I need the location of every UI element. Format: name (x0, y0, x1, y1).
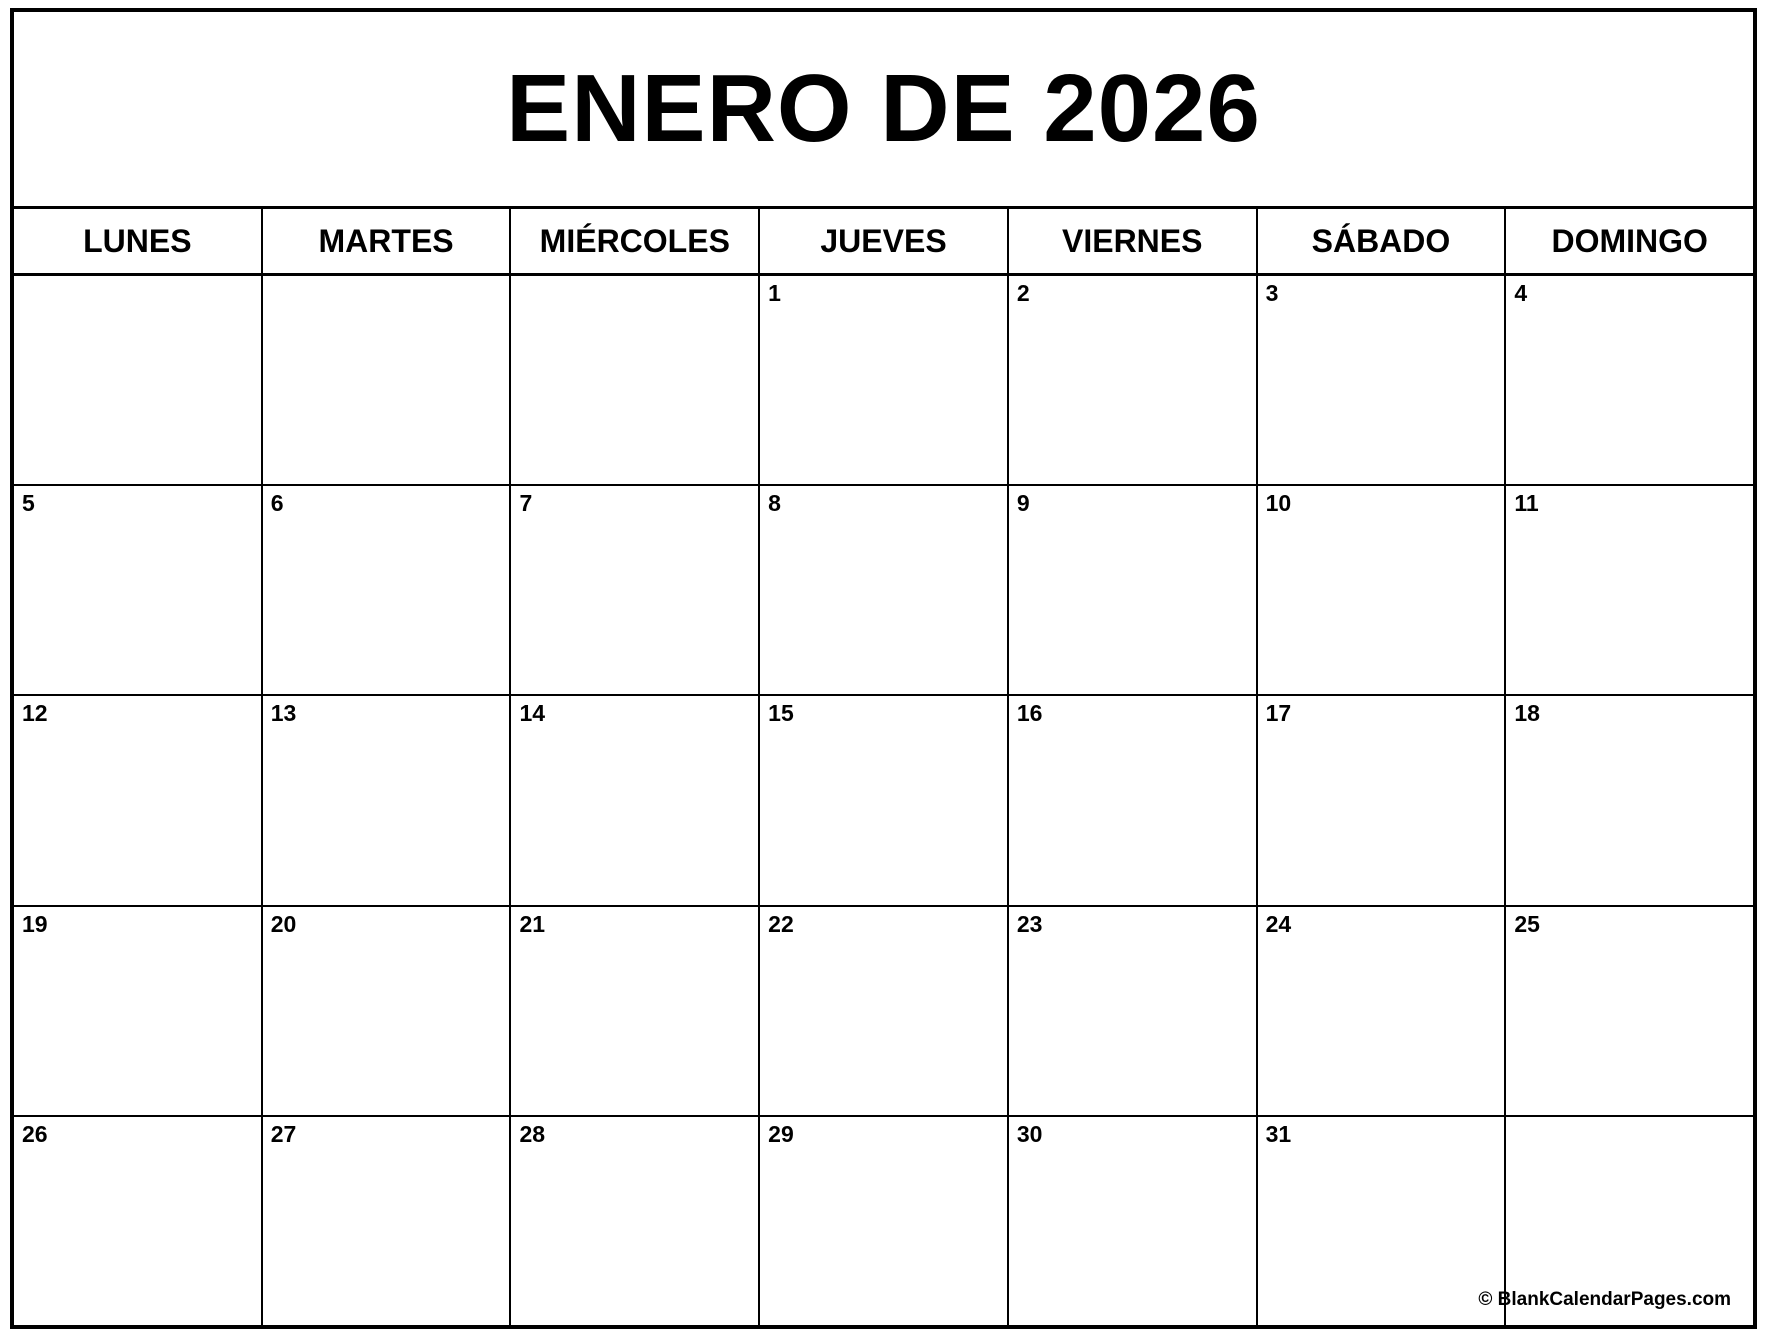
page-title: ENERO DE 2026 (506, 55, 1261, 162)
calendar-title-bar (14, 12, 1753, 209)
day-cell[interactable] (1009, 696, 1258, 904)
day-number: 5 (22, 490, 35, 517)
day-cell[interactable] (14, 907, 263, 1115)
day-number: 1 (768, 280, 781, 306)
day-number: 27 (270, 1120, 297, 1147)
day-number: 7 (519, 490, 533, 517)
site-credit: © BlankCalendarPages.com (1478, 1289, 1732, 1311)
day-number: 28 (519, 1120, 546, 1147)
day-cell[interactable] (760, 486, 1009, 694)
day-number: 9 (1016, 490, 1030, 517)
day-number: 15 (768, 700, 794, 727)
day-cell[interactable] (263, 696, 512, 904)
day-cell[interactable] (1009, 907, 1258, 1115)
day-number: 19 (22, 910, 48, 937)
day-number: 31 (1265, 1120, 1292, 1147)
day-number: 18 (1514, 700, 1540, 727)
day-number: 21 (519, 910, 546, 937)
week-row (14, 1117, 1753, 1325)
day-number: 26 (22, 1120, 48, 1147)
week-row (14, 276, 1753, 486)
day-cell[interactable] (511, 276, 760, 484)
day-number: 3 (1265, 280, 1279, 306)
weekday-header-martes: MARTES (263, 209, 512, 273)
day-cell[interactable] (1258, 276, 1507, 484)
day-cell[interactable] (511, 696, 760, 904)
day-cell[interactable] (1506, 276, 1753, 484)
weekday-header-row (14, 209, 1753, 276)
day-number: 14 (519, 700, 546, 727)
weekday-header-jueves: JUEVES (760, 209, 1009, 273)
day-number: 20 (270, 910, 297, 937)
day-cell[interactable] (263, 907, 512, 1115)
day-cell[interactable] (1506, 907, 1753, 1115)
day-number: 4 (1514, 280, 1528, 306)
week-row (14, 696, 1753, 906)
day-cell[interactable] (1009, 1117, 1258, 1325)
weekday-header-miercoles: MIÉRCOLES (511, 209, 760, 273)
day-number: 17 (1265, 700, 1292, 727)
day-cell[interactable] (1258, 486, 1507, 694)
weekday-header-sabado: SÁBADO (1258, 209, 1507, 273)
day-cell[interactable] (511, 486, 760, 694)
day-number: 24 (1265, 910, 1292, 937)
day-cell[interactable] (1258, 696, 1507, 904)
day-number: 16 (1016, 700, 1043, 727)
day-number: 13 (270, 700, 297, 727)
day-cell[interactable] (263, 276, 512, 484)
day-cell[interactable] (511, 907, 760, 1115)
day-cell[interactable] (1478, 1117, 1753, 1325)
day-number: 25 (1514, 910, 1540, 937)
day-cell[interactable] (760, 276, 1009, 484)
day-cell[interactable] (14, 276, 263, 484)
day-number: 22 (768, 910, 794, 937)
day-cell[interactable] (1009, 276, 1258, 484)
weekday-header-domingo: DOMINGO (1506, 209, 1753, 273)
day-cell[interactable] (1258, 1117, 1507, 1325)
day-cell[interactable] (14, 696, 263, 904)
day-cell[interactable] (760, 1117, 1009, 1325)
calendar-frame (10, 8, 1757, 1329)
week-row (14, 486, 1753, 696)
day-number: 23 (1016, 910, 1043, 937)
day-cell[interactable] (511, 1117, 760, 1325)
day-cell[interactable] (760, 696, 1009, 904)
week-row (14, 907, 1753, 1117)
day-cell[interactable] (14, 486, 263, 694)
day-number: 30 (1016, 1120, 1043, 1147)
day-number: 12 (22, 700, 48, 727)
day-cell[interactable] (760, 907, 1009, 1115)
day-cell[interactable] (263, 486, 512, 694)
day-number: 8 (768, 490, 781, 517)
day-number: 11 (1514, 490, 1539, 517)
day-cell[interactable] (263, 1117, 512, 1325)
day-number: 6 (270, 490, 284, 517)
day-cell[interactable] (1258, 907, 1507, 1115)
weekday-header-lunes: LUNES (14, 209, 263, 273)
calendar-grid (14, 276, 1753, 1325)
day-cell[interactable] (1506, 696, 1753, 904)
day-number: 10 (1265, 490, 1292, 517)
day-number: 29 (768, 1120, 794, 1147)
day-number: 2 (1016, 280, 1030, 306)
weekday-header-viernes: VIERNES (1009, 209, 1258, 273)
day-cell[interactable] (1009, 486, 1258, 694)
day-cell[interactable] (1506, 486, 1753, 694)
day-cell[interactable] (14, 1117, 263, 1325)
